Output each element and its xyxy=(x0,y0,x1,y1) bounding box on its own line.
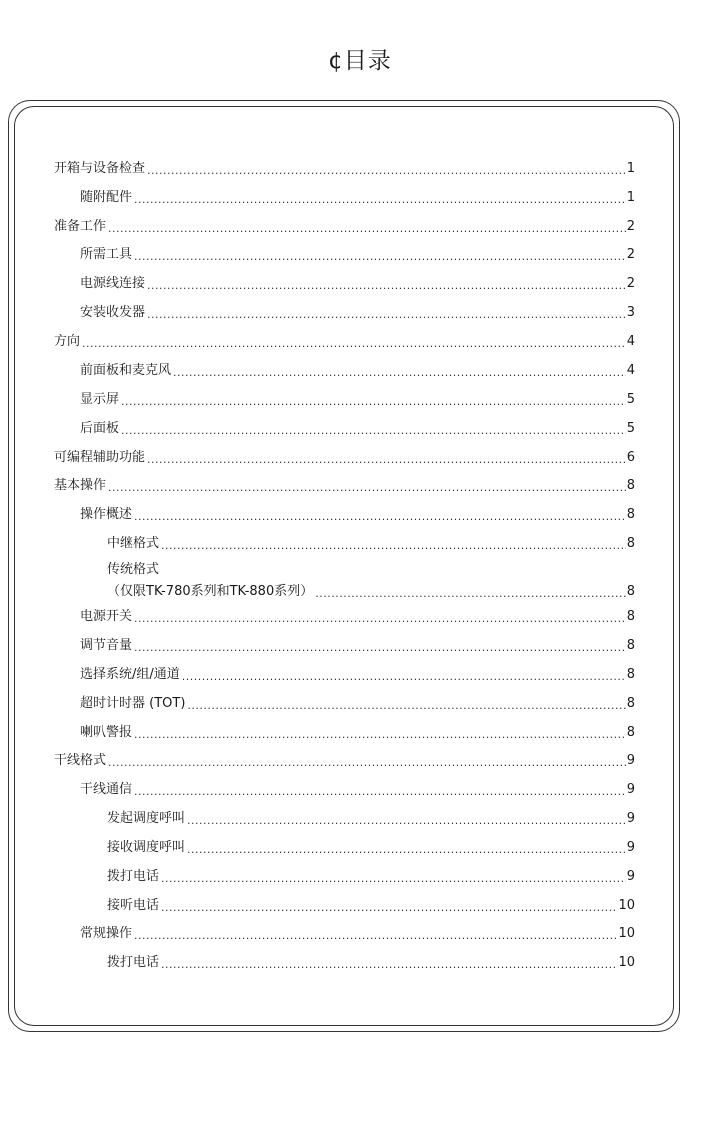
dot-leader xyxy=(121,424,626,438)
dot-leader xyxy=(187,814,626,828)
dot-leader xyxy=(134,510,626,524)
dot-leader xyxy=(161,901,617,915)
toc-entry[interactable] xyxy=(80,420,635,438)
toc-entry-page: 8 xyxy=(626,478,635,493)
dot-leader xyxy=(161,872,626,886)
toc-entry-label: 电源线连接 xyxy=(80,276,146,291)
dot-leader xyxy=(134,929,617,943)
toc-entry[interactable] xyxy=(80,362,635,380)
toc-entry-label: 选择系统/组/通道 xyxy=(80,667,180,682)
toc-entry-label: 干线格式 xyxy=(54,753,107,768)
dot-leader xyxy=(108,222,626,236)
toc-entry-page: 9 xyxy=(626,782,635,797)
toc-entry-label: 后面板 xyxy=(80,421,120,436)
toc-entry-page: 5 xyxy=(626,392,635,407)
toc-entry[interactable] xyxy=(54,333,635,351)
toc-entry[interactable] xyxy=(80,275,635,293)
toc-entry-page: 1 xyxy=(626,161,635,176)
dot-leader xyxy=(134,785,626,799)
toc-entry-page: 6 xyxy=(626,450,635,465)
toc-entry-label: 常规操作 xyxy=(80,926,133,941)
toc-entry-label: 发起调度呼叫 xyxy=(107,811,186,826)
toc-entry[interactable] xyxy=(80,608,635,626)
toc-entry[interactable] xyxy=(80,925,635,943)
toc-entry-label: 接听电话 xyxy=(107,898,160,913)
dot-leader xyxy=(108,481,626,495)
toc-entry[interactable] xyxy=(80,781,635,799)
toc-entry[interactable] xyxy=(80,637,635,655)
toc-entry-page: 5 xyxy=(626,421,635,436)
dot-leader xyxy=(173,366,626,380)
toc-entry-label: 基本操作 xyxy=(54,478,107,493)
toc-entry[interactable] xyxy=(54,752,635,770)
toc-entry-page: 3 xyxy=(626,305,635,320)
toc-entry-sublabel: （仅限TK-780系列和TK-880系列） xyxy=(107,584,314,599)
toc-entry-label: 准备工作 xyxy=(54,219,107,234)
toc-entry-page: 8 xyxy=(626,725,635,740)
dot-leader xyxy=(134,728,626,742)
toc-entry[interactable] xyxy=(107,868,635,886)
dot-leader xyxy=(315,587,626,601)
toc-entry[interactable] xyxy=(107,535,635,553)
toc-entry[interactable] xyxy=(80,506,635,524)
toc-entry-page: 8 xyxy=(626,584,635,599)
toc-entry-label: 可编程辅助功能 xyxy=(54,450,146,465)
toc-entry-page: 1 xyxy=(626,190,635,205)
toc-entry-label: 干线通信 xyxy=(80,782,133,797)
toc-entry-label: 操作概述 xyxy=(80,507,133,522)
toc-entry-label: 开箱与设备检查 xyxy=(54,161,146,176)
dot-leader xyxy=(121,395,626,409)
toc-entry-label: 电源开关 xyxy=(80,609,133,624)
toc-entry-page: 4 xyxy=(626,334,635,349)
dot-leader xyxy=(161,539,626,553)
dot-leader xyxy=(147,308,626,322)
toc-entry-label: 拨打电话 xyxy=(107,869,160,884)
toc-entry-label: 所需工具 xyxy=(80,247,133,262)
toc-entry[interactable] xyxy=(80,189,635,207)
toc-entry-page: 9 xyxy=(626,753,635,768)
toc-entry-page: 9 xyxy=(626,869,635,884)
toc-entry-label: 喇叭警报 xyxy=(80,725,133,740)
toc-entry[interactable] xyxy=(54,218,635,236)
dot-leader xyxy=(82,337,626,351)
dot-leader xyxy=(134,641,626,655)
toc-entry-page: 8 xyxy=(626,696,635,711)
toc-entry-page: 8 xyxy=(626,609,635,624)
toc-entry-page: 9 xyxy=(626,811,635,826)
toc-entry[interactable] xyxy=(80,391,635,409)
dot-leader xyxy=(134,193,626,207)
toc-entry[interactable] xyxy=(54,449,635,467)
toc-entry-page: 10 xyxy=(618,926,635,941)
toc-entry[interactable] xyxy=(80,246,635,264)
toc-entry-page: 2 xyxy=(626,247,635,262)
toc-entry-page: 8 xyxy=(626,507,635,522)
dot-leader xyxy=(187,843,626,857)
dot-leader xyxy=(187,699,625,713)
toc-entry-page: 2 xyxy=(626,219,635,234)
toc-entry-page: 4 xyxy=(626,363,635,378)
toc-entry-label: 传统格式 xyxy=(107,562,160,577)
dot-leader xyxy=(134,250,626,264)
toc-entry[interactable] xyxy=(80,666,635,684)
toc-entry[interactable] xyxy=(54,160,635,178)
toc-entry[interactable] xyxy=(107,583,635,601)
toc-entry[interactable] xyxy=(80,695,635,713)
dot-leader xyxy=(182,670,626,684)
dot-leader xyxy=(161,958,617,972)
toc-entry[interactable] xyxy=(107,897,635,915)
toc-entry-page: 10 xyxy=(618,898,635,913)
toc-entry-label: 接收调度呼叫 xyxy=(107,840,186,855)
toc-entry-label: 方向 xyxy=(54,334,81,349)
dot-leader xyxy=(147,279,626,293)
toc-entry-page: 8 xyxy=(626,536,635,551)
toc-entry-page: 8 xyxy=(626,667,635,682)
toc-entry-page: 9 xyxy=(626,840,635,855)
toc-entry[interactable] xyxy=(54,477,635,495)
toc-entry-page: 10 xyxy=(618,955,635,970)
toc-entry-label: 超时计时器 (TOT) xyxy=(80,696,186,711)
toc-entry-label: 中继格式 xyxy=(107,536,160,551)
dot-leader xyxy=(134,612,626,626)
toc-entry[interactable] xyxy=(107,954,635,972)
toc-entry[interactable] xyxy=(80,304,635,322)
toc-entry-label: 拨打电话 xyxy=(107,955,160,970)
toc-entry[interactable] xyxy=(107,810,635,828)
toc-entry[interactable] xyxy=(80,724,635,742)
toc-entry[interactable] xyxy=(107,839,635,857)
toc-entry-label: 显示屏 xyxy=(80,392,120,407)
dot-leader xyxy=(147,164,626,178)
page-title: ¢目录 xyxy=(328,48,392,74)
toc-entry-label: 前面板和麦克风 xyxy=(80,363,172,378)
dot-leader xyxy=(108,756,626,770)
toc-entry-page: 2 xyxy=(626,276,635,291)
toc-entry-page: 8 xyxy=(626,638,635,653)
dot-leader xyxy=(147,453,626,467)
toc-entry-label: 安装收发器 xyxy=(80,305,146,320)
toc-entry-label: 随附配件 xyxy=(80,190,133,205)
toc-entry-label: 调节音量 xyxy=(80,638,133,653)
